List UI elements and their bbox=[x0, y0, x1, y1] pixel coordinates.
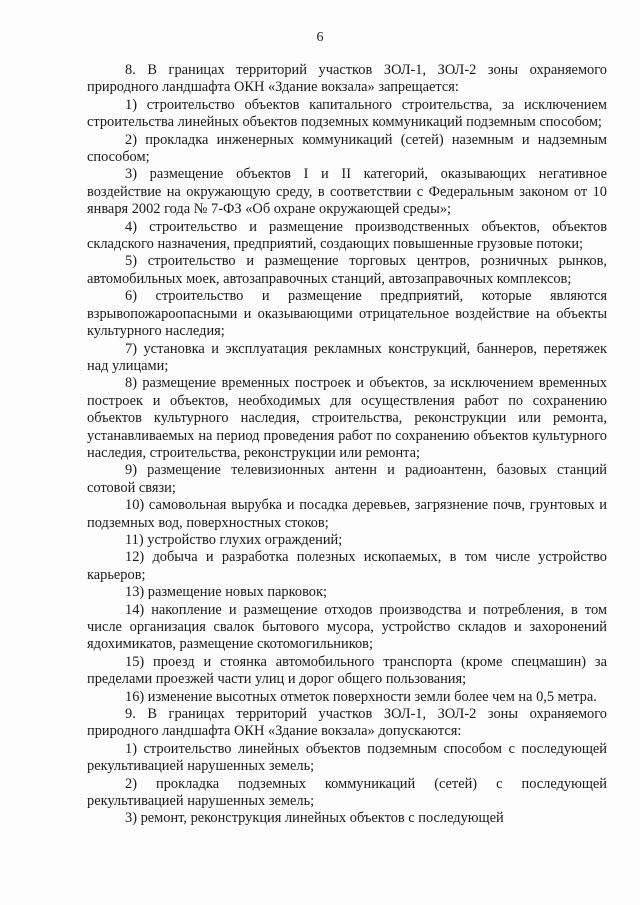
prohibition-item-7: 7) установка и эксплуатация рекламных конструкций, баннеров, перетяжек над улицами; bbox=[87, 340, 607, 374]
section-9-intro: 9. В границах территорий участков ЗОЛ-1, ЗОЛ-2 зоны охраняемого природного ландшафта ОКН «Здание вокзала» допускаются: bbox=[87, 706, 607, 740]
prohibition-item-14: 14) накопление и размещение отходов производства и потребления, в том числе организация свалок бытового мусора, устройство складов и захоронений ядохимикатов, размещение скотомогильников; bbox=[87, 601, 607, 653]
prohibition-item-2: 2) прокладка инженерных коммуникаций (сетей) наземным и надземным способом; bbox=[87, 131, 607, 166]
section-8-intro: 8. В границах территорий участков ЗОЛ-1, ЗОЛ-2 зоны охраняемого природного ландшафта ОКН «Здание вокзала» запрещается: bbox=[87, 62, 607, 96]
prohibition-item-4: 4) строительство и размещение производственных объектов, объектов складского назначения, предприятий, создающих повышенные грузовые потоки; bbox=[87, 218, 607, 253]
prohibition-item-13: 13) размещение новых парковок; bbox=[125, 584, 327, 601]
prohibition-item-5: 5) строительство и размещение торговых центров, розничных рынков, автомобильных моек, автозаправочных станций, автозаправочных комплексов; bbox=[87, 253, 607, 287]
prohibition-item-12: 12) добыча и разработка полезных ископаемых, в том числе устройство карьеров; bbox=[87, 549, 607, 583]
prohibition-item-15: 15) проезд и стоянка автомобильного транспорта (кроме спецмашин) за пределами проезжей части улиц и дорог общего пользования; bbox=[87, 653, 607, 688]
document-body bbox=[87, 62, 607, 828]
page-number: 6 bbox=[316, 30, 324, 45]
permission-item-1: 1) строительство линейных объектов подземным способом с последующей рекультивацией нарушенных земель; bbox=[87, 740, 607, 775]
prohibition-item-6: 6) строительство и размещение предприятий, которые являются взрывопожароопасными и оказывающими отрицательное воздействие на объекты культурного наследия; bbox=[87, 288, 607, 340]
prohibition-item-11: 11) устройство глухих ограждений; bbox=[125, 531, 343, 548]
prohibition-item-10: 10) самовольная вырубка и посадка деревьев, загрязнение почв, грунтовых и подземных вод, поверхностных стоков; bbox=[87, 497, 607, 531]
prohibition-item-1: 1) строительство объектов капитального строительства, за исключением строительства линейных объектов подземных коммуникаций подземным способом; bbox=[87, 96, 607, 131]
permission-item-3: 3) ремонт, реконструкция линейных объектов с последующей bbox=[125, 810, 504, 827]
prohibition-item-16: 16) изменение высотных отметок поверхности земли более чем на 0,5 метра. bbox=[125, 688, 597, 705]
permission-item-2: 2) прокладка подземных коммуникаций (сетей) с последующей рекультивацией нарушенных земель; bbox=[87, 775, 607, 810]
prohibition-item-8: 8) размещение временных построек и объектов, за исключением временных построек и объектов, необходимых для осуществления работ по сохранению объектов культурного наследия, строительства, реконструкции или ремонта, устанавливаемых на период проведения работ по сохранению объектов культурного наследия, строительства, реконструкции или ремонта; bbox=[87, 375, 607, 461]
prohibition-item-9: 9) размещение телевизионных антенн и радиоантенн, базовых станций сотовой связи; bbox=[87, 462, 607, 496]
prohibition-item-3: 3) размещение объектов I и II категорий, оказывающих негативное воздействие на окружающую среду, в соответствии с Федеральным законом от 10 января 2002 года № 7-ФЗ «Об охране окружающей среды»; bbox=[87, 166, 607, 218]
